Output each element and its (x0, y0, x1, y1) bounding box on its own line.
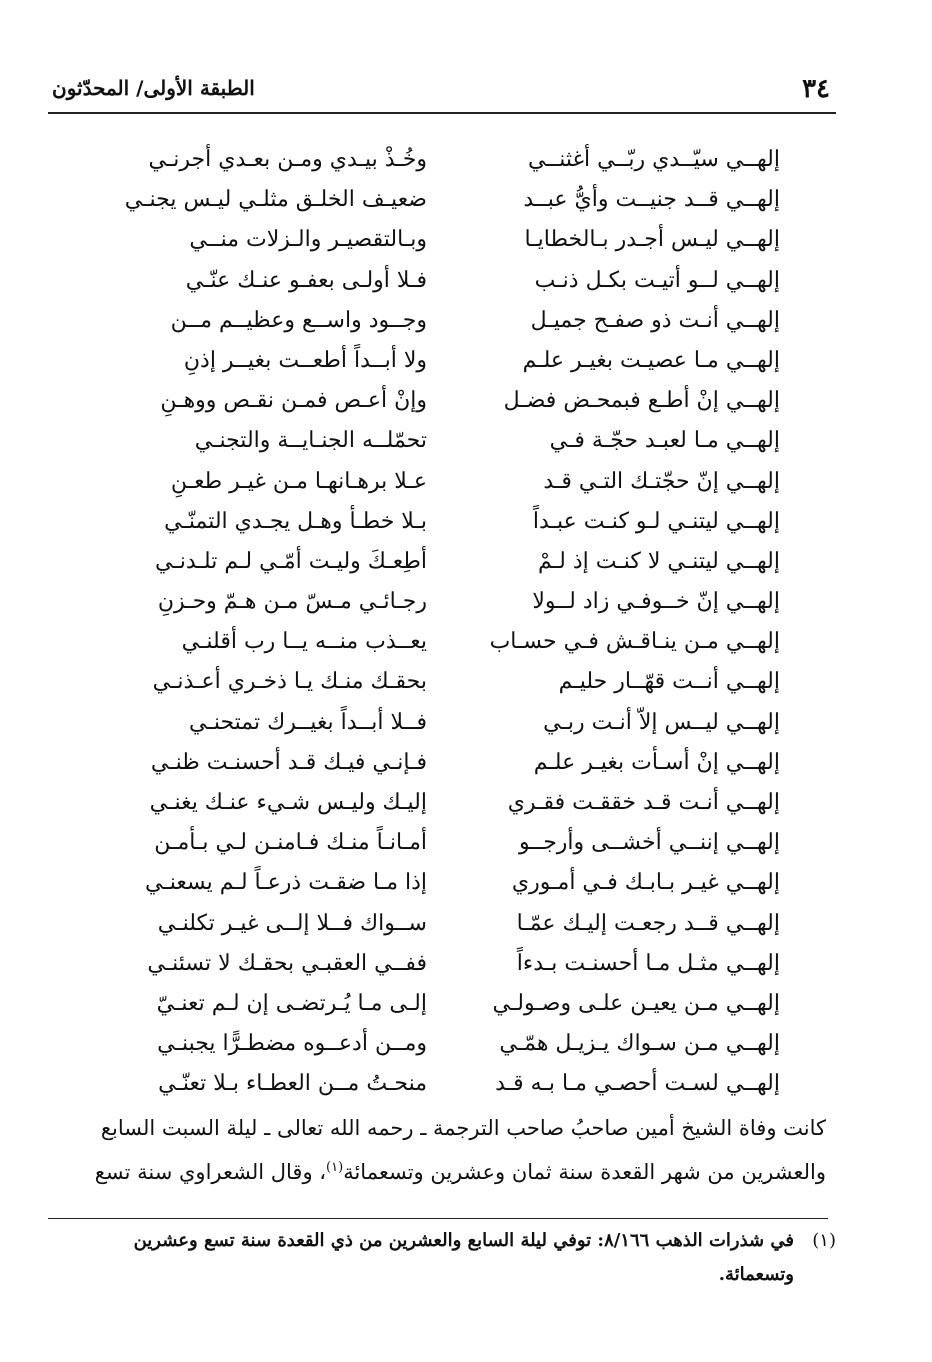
verse-second-hemistich: إليـك وليـس شـيء عنـك يغنـي (149, 790, 427, 815)
prose-text: ، وقال الشعراوي سنة تسع (94, 1160, 327, 1184)
prose-paragraph (48, 1108, 826, 1192)
verse-first-hemistich: إلهــي قــد رجعـت إليـك عمّـا (516, 910, 780, 936)
poem-verse (100, 502, 790, 542)
verse-first-hemistich: إلهــي إنْ أسـأت بغيـر علـم (533, 749, 780, 775)
verse-first-hemistich: إلهــي أنـت قـد خققـت فقـري (507, 790, 780, 815)
footnote-divider (48, 1218, 828, 1219)
verse-second-hemistich: ولا أبــداً أطعــت بغيــر إذنِ (183, 347, 427, 373)
poem-verse (100, 421, 790, 461)
footnote (40, 1224, 836, 1292)
verse-second-hemistich: بحقـك منـك يـا ذخـري أعـذنـي (152, 669, 427, 695)
verse-first-hemistich: إلهــي مـن سـواك يـزيـل همّـي (499, 1031, 780, 1057)
verse-first-hemistich: إلهــي ليتنـي لا كنـت إذ لـمْ (538, 548, 780, 574)
verse-first-hemistich: إلهــي مـن يعيـن علـى وصـولـي (492, 990, 780, 1016)
verse-first-hemistich: إلهــي ليـس أجـدر بـالخطايـا (524, 227, 780, 253)
poem-verse (100, 462, 790, 502)
page-number: ٣٤ (802, 74, 830, 104)
verse-second-hemistich: ففــي العقبـي بحقـك لا تسئنـي (147, 950, 427, 976)
poem-verse (100, 823, 790, 863)
prose-line: كانت وفاة الشيخ أمين صاحبُ صاحب الترجمة ـ رحمه الله تعالى ـ ليلة السبت السابع (100, 1116, 826, 1140)
verse-second-hemistich: وإنْ أعـص فمـن نقـص ووهـنِ (160, 388, 427, 414)
verse-second-hemistich: أطِعـكَ وليـت أمّـي لـم تلـدنـي (155, 548, 427, 574)
verse-first-hemistich: إلهــي مـا عصيـت بغيـر علـم (522, 347, 780, 373)
poem-verse (100, 1024, 790, 1064)
verse-second-hemistich: ســواك فــلا إلــى غيـر تكلنـي (157, 910, 427, 936)
verse-first-hemistich: إلهــي ليــس إلاّ أنـت ربـي (543, 709, 780, 735)
poem-verse (100, 622, 790, 662)
verse-second-hemistich: فــلا أبــداً بغيــرك تمتحنـي (189, 709, 427, 735)
poem-verse (100, 743, 790, 783)
verse-first-hemistich: إلهــي ليتنـي لـو كنـت عبـداً (532, 508, 780, 534)
poem-verse (100, 180, 790, 220)
poem-verse (100, 904, 790, 944)
poem-verse (100, 863, 790, 903)
verse-first-hemistich: إلهــي أنــت قهّــار حليـم (558, 669, 780, 695)
verse-second-hemistich: رجـائـي مـسّ مـن هـمّ وحـزنِ (157, 589, 427, 615)
verse-first-hemistich: إلهــي غيـر بـابـك فـي أمـوري (511, 870, 780, 896)
poem-verse (100, 662, 790, 702)
verse-first-hemistich: إلهــي لــو أتيـت بكـل ذنـب (534, 267, 780, 293)
verse-second-hemistich: إلـى مـا يُـرتضـى إن لـم تعنـيّ (156, 990, 427, 1016)
footnote-line: في شذرات الذهب ٨/١٦٦: توفي ليلة السابع والعشرين من ذي القعدة سنة تسع وعشرين (133, 1230, 794, 1251)
verse-second-hemistich: وبـالتقصيـر والـزلات منــي (189, 227, 427, 253)
footnote-marker: (١) (812, 1230, 836, 1251)
verse-first-hemistich: إلهــي لسـت أحصـي مـا بـه قـد (495, 1071, 780, 1097)
verse-first-hemistich: إلهــي أنـت ذو صفـح جميـل (530, 307, 780, 333)
verse-second-hemistich: وجــود واســع وعظيــم مــن (170, 307, 427, 333)
verse-second-hemistich: إذا مـا ضقـت ذرعـاً لـم يسعنـي (144, 870, 427, 896)
running-title: الطبقة الأولى/ المحدّثون (52, 76, 255, 100)
verse-first-hemistich: إلهــي إننــي أخشــى وأرجــو (518, 830, 780, 856)
poem-verse (100, 261, 790, 301)
poem-verse (100, 542, 790, 582)
verse-second-hemistich: فـلا أولـى بعفـو عنـك عنّـي (185, 267, 427, 293)
footnote-reference[interactable]: (١) (326, 1160, 344, 1175)
prose-line (48, 1148, 826, 1192)
verse-first-hemistich: إلهــي مثـل مـا أحسنـت بـدءاً (516, 950, 780, 976)
verse-second-hemistich: ومــن أدعــوه مضطـرًّا يجبنـي (157, 1031, 427, 1057)
verse-first-hemistich: إلهــي قــد جنيــت وأيُّ عبــد (523, 187, 780, 213)
poem-verse (100, 783, 790, 823)
poem-verse (100, 341, 790, 381)
footnote-line: وتسعمائة. (718, 1264, 794, 1285)
poem (100, 140, 790, 1105)
poem-verse (100, 220, 790, 260)
page-header (48, 60, 836, 114)
poem-verse (100, 703, 790, 743)
poem-verse (100, 301, 790, 341)
poem-verse (100, 140, 790, 180)
verse-first-hemistich: إلهــي إنّ خــوفـي زاد لــولا (532, 589, 780, 615)
poem-verse (100, 944, 790, 984)
verse-second-hemistich: منحـتُ مــن العطـاء بـلا تعنّـي (158, 1071, 427, 1097)
verse-first-hemistich: إلهــي إنّ حجّتـك التـي قـد (543, 468, 780, 494)
verse-second-hemistich: بـلا خطـأ وهـل يجـدي التمنّـي (164, 508, 427, 534)
verse-second-hemistich: عـلا برهـانهـا مـن غيـر طعـنِ (170, 468, 427, 494)
poem-verse (100, 984, 790, 1024)
verse-first-hemistich: إلهــي إنْ أطـع فبمحـض فضـل (503, 388, 780, 414)
verse-second-hemistich: فـإنـي فيـك قـد أحسنـت ظنـي (150, 749, 427, 775)
verse-first-hemistich: إلهــي سيّــدي ربّــي أغثنــي (528, 147, 780, 172)
footnote-text (40, 1224, 794, 1292)
verse-first-hemistich: إلهــي مـا لعبـد حجّـة فـي (549, 428, 780, 454)
poem-verse (100, 381, 790, 421)
prose-text: والعشرين من شهر القعدة سنة ثمان وعشرين وتسعمائة (343, 1160, 826, 1184)
verse-second-hemistich: أمـانـاً منـك فـامنـن لـي بـأمـن (154, 830, 427, 856)
verse-second-hemistich: يعــذب منــه يــا رب أقلنـي (181, 629, 427, 655)
poem-verse (100, 1064, 790, 1104)
verse-first-hemistich: إلهــي مـن ينـاقـش فـي حسـاب (489, 629, 780, 655)
verse-second-hemistich: وخُـذْ بيـدي ومـن بعـدي أجرنـي (148, 147, 427, 172)
poem-verse (100, 582, 790, 622)
verse-second-hemistich: تحمّلــه الجنـايــة والتجنـي (194, 428, 427, 454)
verse-second-hemistich: ضعيـف الخلـق مثلـي ليـس يجنـي (124, 187, 427, 213)
